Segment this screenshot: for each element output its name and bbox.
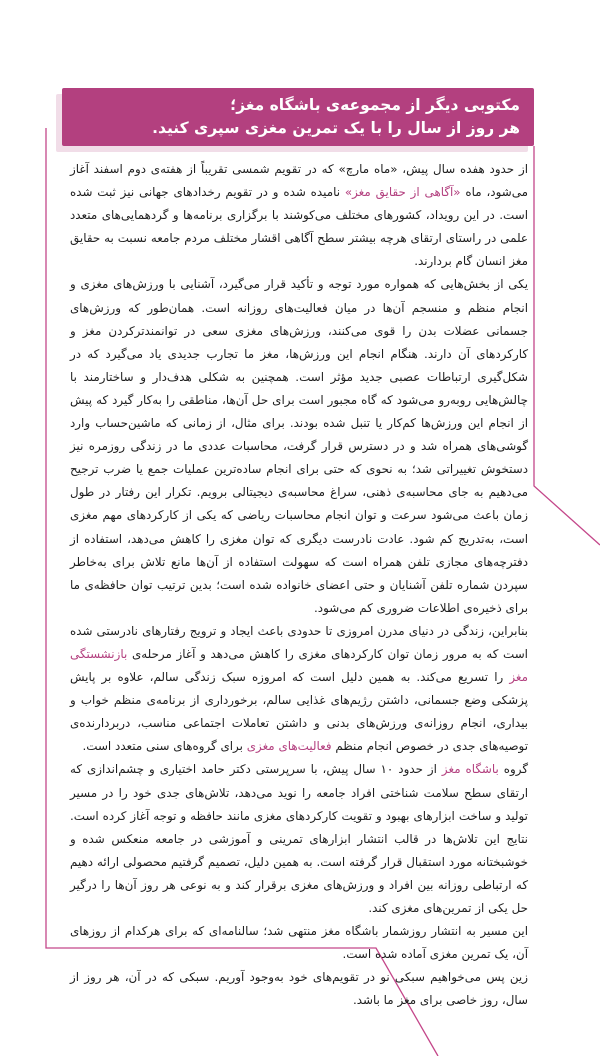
paragraph: [70, 966, 528, 1012]
paragraph: [70, 158, 528, 273]
highlighted-term: بازنشستگی مغز: [70, 646, 528, 685]
text-run: از حدود ۱۰ سال پیش، با سرپرستی دکتر حامد اختیاری و چشم‌اندازی که ارتقای سطح سلامت شناختی افراد جامعه را نوید می‌دهد، تلاش‌های جدی خود را در مسیر تولید و ساخت ابزارهای بهبود و تقویت کارکردهای مغزی مانند حافظه و توجه آغاز کرده است. نتایج این تلاش‌ها در قالب انتشار ابزارهای تمرینی و آموزشی در جامعه منعکس شده و خوشبختانه مورد استقبال قرار گرفته است. به همین دلیل، تصمیم گرفتیم محصولی ارائه دهیم که ارتباطی روزانه بین افراد و ورزش‌های مغزی برقرار کند و به نوعی هر روز آن‌ها را درگیر حل یکی از تمرین‌های مغزی کند.: [70, 762, 528, 915]
text-run: یکی از بخش‌هایی که همواره مورد توجه و تأکید قرار می‌گیرد، آشنایی با ورزش‌های مغزی و انجام منظم و منسجم آن‌ها در میان فعالیت‌های روزانه است. همان‌طور که ورزش‌های جسمانی عضلات بدن را قوی می‌کنند، ورزش‌های مغزی سعی در توانمندترکردن مغز و کارکردهای آن دارند. هنگام انجام این ورزش‌ها، مغز ما تجارب جدیدی یاد می‌گیرد که در شکل‌گیری ارتباطات عصبی جدید مؤثر است. همچنین به شکلی هدف‌دار و ساختارمند با چالش‌هایی روبه‌رو می‌شود که گاه مجبور است برای حل آن‌ها، مناطقی را به‌کار گیرد که پیش از انجام این ورزش‌ها کم‌کار یا تنبل شده بودند. برای مثال، از زمانی که ماشین‌حساب وارد گوشی‌های همراه شد و در دسترس قرار گرفت، محاسبات عددی ما در زندگی روزمره نیز دستخوش تغییراتی شد؛ به نحوی که حتی برای انجام ساده‌ترین عملیات جمع یا ضرب ترجیح می‌دهیم به جای محاسبه‌ی ذهنی، سراغ محاسبه‌ی دیجیتالی برویم. تکرار این رفتار در طول زمان باعث می‌شود سرعت و توان انجام محاسبات ریاضی که یکی از کارکردهای مهم مغزی است، به‌تدریج کم شود. عادت نادرست دیگری که توان مغزی را کاهش می‌دهد، استفاده از دفترچه‌های مجازی تلفن همراه است که سهولت استفاده از آن‌ها مانع تلاش برای به‌خاطر سپردن شماره تلفن آشنایان و حتی اعضای خانواده شده است؛ بدین ترتیب توان حافظه‌ی ما برای ذخیره‌ی اطلاعات ضروری کم می‌شود.: [70, 277, 528, 615]
text-run: از حدود هفده سال پیش، «ماه مارچ» که در تقویم شمسی تقریباً از هفته‌ی دوم اسفند آغاز می‌شود، ماه: [70, 162, 528, 200]
paragraph: [70, 273, 528, 619]
text-run: این مسیر به انتشار روزشمار باشگاه مغز منتهی شد؛ سالنامه‌ای که برای هرکدام از روزهای آن، یک تمرین مغزی آماده شده است.: [70, 924, 528, 962]
frame-line-right: [534, 146, 600, 545]
paragraph: [70, 620, 528, 759]
paragraph: [70, 920, 528, 966]
text-run: را تسریع می‌کند. به همین دلیل است که امروزه سبک زندگی سالم، علاوه بر پایش پزشکی وضع جسمانی، داشتن رژیم‌های غذایی سالم، برخورداری از برنامه‌ی منظم خواب و بیداری، انجام روزانه‌ی ورزش‌های بدنی و داشتن تعاملات اجتماعی مناسب، دربردارنده‌ی توصیه‌های جدی در خصوص انجام منظم: [70, 670, 528, 754]
text-run: زین پس می‌خواهیم سبکی نو در تقویم‌های خود به‌وجود آوریم. سبکی که در آن، هر روز از سال، روز خاصی برای مغز ما باشد.: [70, 970, 528, 1008]
highlighted-term: فعالیت‌های مغزی: [246, 739, 332, 754]
highlighted-term: باشگاه مغز: [441, 762, 499, 777]
text-run: برای گروه‌های سنی متعدد است.: [82, 739, 247, 754]
text-run: بنابراین، زندگی در دنیای مدرن امروزی تا حدودی باعث ایجاد و ترویج رفتارهای نادرستی شده است که به مرور زمان توان کارکردهای مغزی را کاهش می‌دهد و آغاز مرحله‌ی: [70, 623, 528, 661]
banner-line-2: هر روز از سال را با یک تمرین مغزی سپری کنید.: [152, 119, 520, 137]
title-banner: [62, 88, 534, 146]
highlighted-term: «آگاهی از حقایق مغز»: [344, 185, 461, 200]
paragraph: [70, 758, 528, 920]
banner-title: [72, 94, 520, 140]
article-body: [70, 158, 528, 1008]
text-run: نامیده شده و در تقویم رخدادهای جهانی نیز ثبت شده است. در این رویداد، کشورهای مختلف می‌کوشند با برگزاری برنامه‌ها و گردهمایی‌های متعدد علمی در راستای ارتقای هرچه بیشتر سطح آگاهی اقشار مختلف مردم جامعه نسبت به حقایق مغز انسان گام بردارند.: [70, 185, 528, 269]
text-run: گروه: [498, 762, 528, 777]
banner-line-1: مکتوبی دیگر از مجموعه‌ی باشگاه مغز؛: [230, 96, 520, 114]
